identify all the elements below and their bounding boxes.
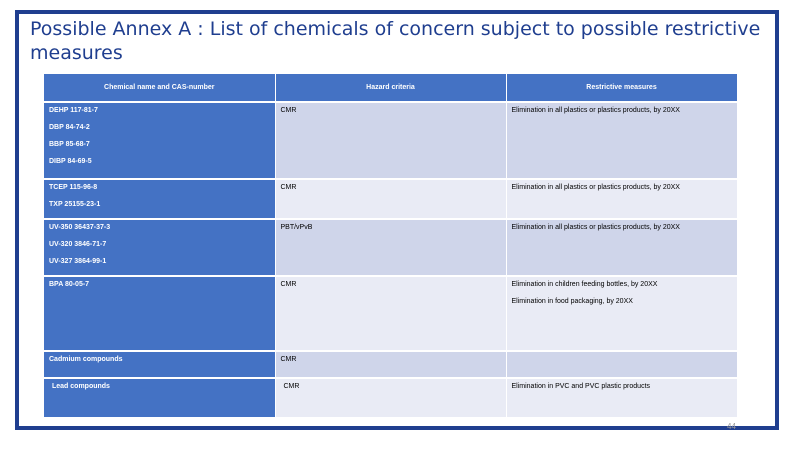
chemical-name: TCEP 115-96-8 [49,184,98,191]
chemical-name: UV-320 3846-71-7 [49,241,107,248]
chemical-name: DBP 84-74-2 [49,124,90,131]
chemical-cell [44,219,275,276]
measures-cell [506,351,737,378]
hazard-cell: CMR [275,102,506,179]
chemical-name: DIBP 84-69-5 [49,158,92,165]
chemical-cell [44,351,275,378]
slide-title: Possible Annex A : List of chemicals of concern subject to possible restrictive measures [30,18,761,64]
chemical-name: DEHP 117-81-7 [49,107,98,114]
chemical-name: UV-350 36437-37-3 [49,224,111,231]
table-row [44,378,737,418]
chemical-name: UV-327 3864-99-1 [49,258,107,265]
table-row [44,276,737,351]
chemical-cell [44,179,275,219]
hazard-cell: CMR [275,179,506,219]
measure-text: Elimination in food packaging, by 20XX [511,298,633,305]
header-chemical-name: Chemical name and CAS-number [44,74,275,102]
measures-cell [506,276,737,351]
chemical-name: Lead compounds [52,383,110,390]
chemical-name: BBP 85-68-7 [49,141,90,148]
hazard-text: CMR [283,383,300,390]
table-row [44,102,737,179]
chemical-name: TXP 25155-23-1 [49,201,101,208]
measure-text: Elimination in children feeding bottles, by 20XX [511,281,658,288]
measure-text: Elimination in all plastics or plastics products, by 20XX [511,224,680,231]
hazard-cell: PBT/vPvB [275,219,506,276]
measure-text: Elimination in all plastics or plastics products, by 20XX [511,184,680,191]
table-header-row [44,74,737,102]
chemicals-table [44,74,738,419]
measure-text: Elimination in all plastics or plastics products, by 20XX [511,107,680,114]
measures-cell [506,102,737,179]
hazard-cell [275,378,506,418]
measures-cell [506,378,737,418]
chemical-cell [44,276,275,351]
chemical-name: BPA 80-05-7 [49,281,90,288]
header-hazard-criteria: Hazard criteria [275,74,506,102]
table-row [44,219,737,276]
measures-cell [506,179,737,219]
table-row [44,351,737,378]
hazard-cell: CMR [275,351,506,378]
chemical-cell [44,378,275,418]
measure-text: Elimination in PVC and PVC plastic products [511,383,651,390]
page-number: 44 [727,422,736,431]
chemical-cell [44,102,275,179]
hazard-cell: CMR [275,276,506,351]
chemical-name: Cadmium compounds [49,356,123,363]
header-restrictive-measures: Restrictive measures [506,74,737,102]
measures-cell [506,219,737,276]
table-row [44,179,737,219]
